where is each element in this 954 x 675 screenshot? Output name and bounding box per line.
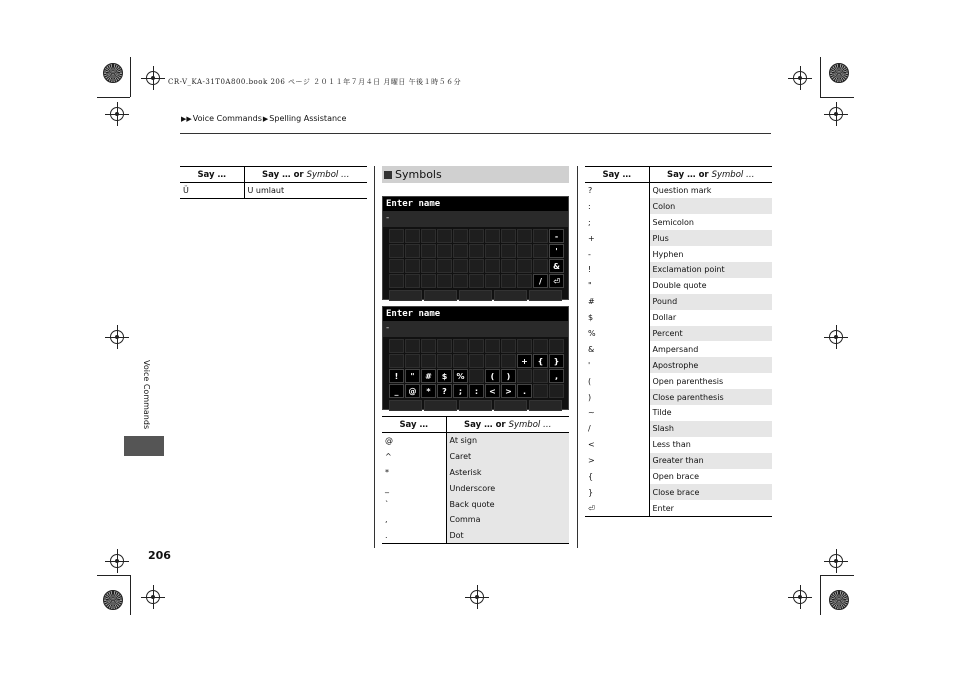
symbol-cell: " [588, 281, 592, 291]
chapter-tab [124, 436, 164, 456]
side-chapter-label: Voice Commands [142, 360, 151, 430]
keyboard-key[interactable] [485, 339, 500, 353]
symbol-cell: } [585, 484, 649, 500]
say-cell: Dollar [649, 310, 772, 326]
crosshair-mark [793, 590, 807, 604]
keyboard-key[interactable]: # [421, 369, 436, 383]
keyboard-key[interactable] [405, 244, 420, 258]
table-row [382, 433, 569, 449]
table-row [585, 262, 772, 278]
say-cell: U umlaut [244, 183, 367, 199]
crop-line [97, 575, 130, 576]
keyboard-key[interactable] [421, 354, 436, 368]
keyboard-key[interactable]: . [517, 384, 532, 398]
keyboard-key[interactable] [485, 229, 500, 243]
crop-line [130, 575, 131, 615]
keyboard-key[interactable]: % [453, 369, 468, 383]
table-row [382, 512, 569, 528]
crosshair-mark [146, 71, 160, 85]
say-cell: At sign [446, 433, 569, 449]
keyboard-grid [383, 227, 568, 288]
say-cell: Open parenthesis [649, 373, 772, 389]
keyboard-key[interactable] [389, 259, 404, 273]
keyboard-key[interactable]: , [549, 369, 564, 383]
keyboard-key[interactable] [501, 274, 516, 288]
keyboard-key[interactable]: $ [437, 369, 452, 383]
crop-line [97, 97, 130, 98]
table-row [585, 294, 772, 310]
keyboard-key[interactable] [437, 259, 452, 273]
keyboard-key[interactable] [501, 354, 516, 368]
keyboard-function-key[interactable] [459, 290, 492, 301]
keyboard-key[interactable] [501, 244, 516, 258]
keyboard-key[interactable]: } [549, 354, 564, 368]
column-header-say-or-symbol: Say … or Symbol … [446, 417, 569, 433]
keyboard-function-key[interactable] [459, 400, 492, 411]
table-row [585, 405, 772, 421]
keyboard-key[interactable] [533, 339, 548, 353]
say-cell: Ampersand [649, 341, 772, 357]
keyboard-key[interactable] [469, 229, 484, 243]
keyboard-screen-letters [382, 196, 569, 300]
symbol-cell: ` [382, 496, 446, 512]
symbol-cell: ) [585, 389, 649, 405]
keyboard-key[interactable] [485, 274, 500, 288]
keyboard-key[interactable] [469, 274, 484, 288]
symbol-cell: ( [588, 376, 592, 386]
keyboard-key[interactable] [469, 259, 484, 273]
keyboard-key[interactable] [469, 244, 484, 258]
keyboard-key[interactable] [533, 244, 548, 258]
crop-line [820, 57, 821, 97]
table-row [382, 464, 569, 480]
keyboard-key[interactable]: " [405, 369, 420, 383]
say-cell: Dot [446, 528, 569, 544]
keyboard-key[interactable]: & [549, 259, 564, 273]
middle-symbol-table [382, 416, 569, 544]
keyboard-function-key[interactable] [389, 400, 422, 411]
keyboard-key[interactable] [549, 339, 564, 353]
keyboard-key[interactable] [549, 384, 564, 398]
say-cell: Apostrophe [649, 357, 772, 373]
say-cell: Underscore [446, 480, 569, 496]
symbol-cell: > [585, 453, 649, 469]
say-cell: Tilde [649, 405, 772, 421]
symbol-cell: ^ [382, 448, 446, 464]
symbol-cell: _ [382, 480, 446, 496]
table-row [585, 373, 772, 389]
say-cell: Colon [649, 198, 772, 214]
crosshair-mark [470, 590, 484, 604]
keyboard-key[interactable] [389, 244, 404, 258]
crosshair-mark [829, 330, 843, 344]
table-row [585, 183, 772, 199]
keyboard-key[interactable]: + [517, 354, 532, 368]
symbol-cell: , [382, 512, 446, 528]
column-divider [374, 166, 375, 548]
registration-mark-top-left [103, 63, 123, 83]
say-cell: Double quote [649, 278, 772, 294]
registration-mark-bottom-left [103, 590, 123, 610]
breadcrumb-subsection[interactable]: Spelling Assistance [269, 114, 347, 123]
crosshair-mark [829, 554, 843, 568]
breadcrumb [181, 114, 346, 123]
say-cell: Back quote [446, 496, 569, 512]
table-row [382, 528, 569, 544]
table-row [585, 310, 772, 326]
say-cell: Close parenthesis [649, 389, 772, 405]
column-header-say: Say … [180, 167, 244, 183]
table-row [585, 198, 772, 214]
keyboard-key[interactable] [405, 354, 420, 368]
table-row [585, 453, 772, 469]
symbol-cell: @ [382, 433, 446, 449]
crop-line [130, 57, 131, 97]
keyboard-key[interactable] [421, 244, 436, 258]
keyboard-key[interactable] [485, 259, 500, 273]
keyboard-key[interactable]: _ [389, 384, 404, 398]
table-row [585, 484, 772, 500]
say-cell: Slash [649, 421, 772, 437]
table-row [585, 500, 772, 516]
crop-line [820, 575, 821, 615]
keyboard-key[interactable] [517, 259, 532, 273]
header-rule [180, 133, 771, 134]
keyboard-function-key[interactable] [529, 400, 562, 411]
table-row [585, 389, 772, 405]
say-cell: Hyphen [649, 246, 772, 262]
keyboard-function-key[interactable] [494, 290, 527, 301]
screen-title: Enter name [383, 197, 568, 211]
keyboard-key[interactable] [453, 229, 468, 243]
keyboard-key[interactable]: ⏎ [549, 274, 564, 288]
keyboard-key[interactable] [517, 244, 532, 258]
symbol-cell: ; [588, 217, 591, 227]
table-row [180, 183, 367, 199]
say-cell: Plus [649, 230, 772, 246]
keyboard-key[interactable] [533, 259, 548, 273]
keyboard-bottom-row [383, 398, 568, 413]
registration-mark-bottom-right [829, 590, 849, 610]
keyboard-grid [383, 337, 568, 398]
symbol-cell: Ü [180, 183, 244, 199]
crop-line [820, 97, 854, 98]
keyboard-key[interactable] [421, 274, 436, 288]
column-header-say-or-symbol: Say … or Symbol … [649, 167, 772, 183]
square-bullet-icon [384, 171, 392, 179]
keyboard-bottom-row [383, 288, 568, 303]
symbol-cell: ! [585, 262, 649, 278]
say-cell: Pound [649, 294, 772, 310]
keyboard-key[interactable] [517, 339, 532, 353]
say-cell: Question mark [649, 183, 772, 199]
symbol-cell: - [588, 249, 591, 259]
say-cell: Less than [649, 437, 772, 453]
crosshair-mark [793, 71, 807, 85]
triangle-icon: ▶ [262, 114, 269, 123]
table-row [382, 448, 569, 464]
say-cell: Close brace [649, 484, 772, 500]
symbol-cell: ? [588, 186, 593, 196]
right-symbol-table [585, 166, 772, 517]
keyboard-key[interactable]: < [485, 384, 500, 398]
keyboard-key[interactable]: ( [485, 369, 500, 383]
keyboard-key[interactable]: ; [453, 384, 468, 398]
say-cell: Comma [446, 512, 569, 528]
keyboard-key[interactable]: ! [389, 369, 404, 383]
table-row [585, 437, 772, 453]
section-title: Symbols [395, 168, 442, 181]
keyboard-key[interactable] [501, 229, 516, 243]
keyboard-key[interactable] [501, 259, 516, 273]
keyboard-key[interactable] [437, 354, 452, 368]
keyboard-key[interactable] [453, 244, 468, 258]
keyboard-function-key[interactable] [389, 290, 422, 301]
name-entry-field[interactable]: - [383, 321, 568, 337]
triangle-icon: ▶▶ [181, 114, 192, 123]
keyboard-screen-symbols [382, 306, 569, 410]
keyboard-function-key[interactable] [424, 290, 457, 301]
table-row [585, 214, 772, 230]
keyboard-key[interactable] [405, 339, 420, 353]
say-cell: Asterisk [446, 464, 569, 480]
symbol-cell: { [588, 471, 594, 481]
keyboard-key[interactable] [437, 229, 452, 243]
screen-title: Enter name [383, 307, 568, 321]
table-row [585, 421, 772, 437]
symbol-cell: + [585, 230, 649, 246]
keyboard-key[interactable] [485, 354, 500, 368]
keyboard-key[interactable] [389, 339, 404, 353]
symbol-cell: % [585, 326, 649, 342]
keyboard-key[interactable]: / [533, 274, 548, 288]
keyboard-key[interactable]: { [533, 354, 548, 368]
registration-mark-top-right [829, 63, 849, 83]
keyboard-key[interactable] [533, 384, 548, 398]
crosshair-mark [110, 330, 124, 344]
symbol-cell: ⏎ [585, 500, 649, 516]
keyboard-key[interactable] [437, 339, 452, 353]
symbol-cell: < [588, 440, 595, 450]
left-symbol-table [180, 166, 367, 199]
page-number: 206 [148, 549, 171, 562]
say-cell: Caret [446, 448, 569, 464]
symbol-cell: . [382, 528, 446, 544]
column-divider [577, 166, 578, 548]
table-row [382, 480, 569, 496]
keyboard-key[interactable]: ) [501, 369, 516, 383]
keyboard-function-key[interactable] [494, 400, 527, 411]
symbol-cell: * [382, 464, 446, 480]
keyboard-key[interactable] [453, 354, 468, 368]
table-row [585, 230, 772, 246]
keyboard-key[interactable] [469, 354, 484, 368]
crop-line [820, 575, 854, 576]
column-header-say-or-symbol: Say … or Symbol … [244, 167, 367, 183]
keyboard-key[interactable] [453, 274, 468, 288]
say-cell: Greater than [649, 453, 772, 469]
keyboard-key[interactable] [421, 229, 436, 243]
crosshair-mark [146, 590, 160, 604]
breadcrumb-section[interactable]: Voice Commands [192, 114, 262, 123]
table-row [585, 278, 772, 294]
keyboard-key[interactable] [453, 259, 468, 273]
keyboard-key[interactable]: : [469, 384, 484, 398]
keyboard-key[interactable] [405, 229, 420, 243]
crosshair-mark [829, 107, 843, 121]
keyboard-key[interactable]: ? [437, 384, 452, 398]
say-cell: Semicolon [649, 214, 772, 230]
file-header: CR-V_KA-31T0A800.book 206 ページ ２０１１年７月４日 月曜日 午後１時５６分 [168, 78, 462, 86]
say-cell: Exclamation point [649, 262, 772, 278]
say-cell: Percent [649, 326, 772, 342]
keyboard-key[interactable] [389, 274, 404, 288]
table-row [585, 246, 772, 262]
keyboard-key[interactable] [469, 369, 484, 383]
say-cell: Enter [649, 500, 772, 516]
keyboard-key[interactable] [485, 244, 500, 258]
keyboard-key[interactable]: * [421, 384, 436, 398]
crosshair-mark [110, 554, 124, 568]
symbol-cell: $ [588, 313, 594, 323]
keyboard-key[interactable]: ' [549, 244, 564, 258]
symbol-cell: & [588, 344, 595, 354]
keyboard-key[interactable]: @ [405, 384, 420, 398]
keyboard-key[interactable]: - [549, 229, 564, 243]
keyboard-key[interactable] [405, 274, 420, 288]
name-entry-field[interactable]: - [383, 211, 568, 227]
keyboard-key[interactable] [389, 354, 404, 368]
symbol-cell: # [585, 294, 649, 310]
keyboard-key[interactable] [421, 259, 436, 273]
keyboard-key[interactable] [501, 339, 516, 353]
keyboard-key[interactable] [421, 339, 436, 353]
keyboard-key[interactable] [453, 339, 468, 353]
table-row [585, 341, 772, 357]
column-header-say: Say … [382, 417, 446, 433]
symbol-cell: ~ [588, 408, 595, 418]
keyboard-key[interactable] [517, 229, 532, 243]
keyboard-key[interactable] [437, 274, 452, 288]
keyboard-key[interactable] [389, 229, 404, 243]
keyboard-key[interactable] [437, 244, 452, 258]
keyboard-key[interactable] [405, 259, 420, 273]
keyboard-key[interactable] [533, 369, 548, 383]
symbol-cell: : [585, 198, 649, 214]
table-row [585, 357, 772, 373]
keyboard-key[interactable] [517, 274, 532, 288]
symbol-cell: / [585, 421, 649, 437]
keyboard-key[interactable]: > [501, 384, 516, 398]
column-header-say: Say … [585, 167, 649, 183]
keyboard-key[interactable] [533, 229, 548, 243]
keyboard-key[interactable] [517, 369, 532, 383]
table-row [585, 469, 772, 485]
keyboard-key[interactable] [469, 339, 484, 353]
keyboard-function-key[interactable] [529, 290, 562, 301]
table-row [382, 496, 569, 512]
say-cell: Open brace [649, 469, 772, 485]
symbol-cell: ' [585, 357, 649, 373]
crosshair-mark [110, 107, 124, 121]
section-heading [382, 166, 569, 183]
table-row [585, 326, 772, 342]
keyboard-function-key[interactable] [424, 400, 457, 411]
